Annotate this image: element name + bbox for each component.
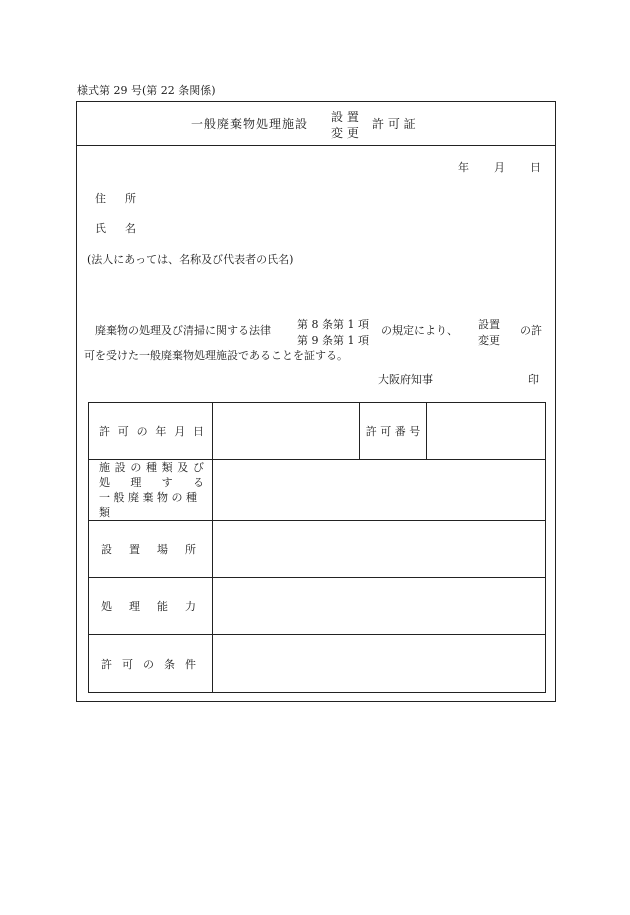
- location-value: [213, 521, 546, 578]
- table-row: [89, 578, 546, 635]
- date-year-label: 年: [458, 161, 469, 174]
- facility-type-label: 施 設 の 種 類 及 び 処 理 す る 一 般 廃 棄 物 の 種 類: [89, 460, 213, 521]
- title-suffix: 許 可 証: [372, 117, 416, 131]
- date-month-label: 月: [494, 161, 505, 174]
- permit-number-label: 許 可 番 号: [360, 403, 427, 460]
- permit-date-value: [213, 403, 360, 460]
- body-option-install: 設置: [478, 318, 500, 331]
- seal-mark: 印: [528, 373, 539, 386]
- body-option-change: 変更: [478, 334, 500, 347]
- permit-end: の許: [520, 324, 542, 337]
- address-label-2: 所: [125, 192, 136, 205]
- name-label-2: 名: [125, 222, 136, 235]
- permit-date-label: 許 可 の 年 月 日: [89, 403, 213, 460]
- table-row: [89, 460, 546, 521]
- permit-number-value: [427, 403, 546, 460]
- table-row: [89, 635, 546, 693]
- provision-text: の規定により、: [381, 324, 458, 337]
- capacity-value: [213, 578, 546, 635]
- table-row: [89, 403, 546, 460]
- article-8: 第 8 条第 1 項: [297, 318, 369, 331]
- issuer: 大阪府知事: [378, 373, 433, 386]
- location-label: 設 置 場 所: [89, 521, 213, 578]
- capacity-label: 処 理 能 力: [89, 578, 213, 635]
- form-number: 様式第 29 号(第 22 条関係): [77, 84, 216, 97]
- table-row: [89, 521, 546, 578]
- conditions-label: 許 可 の 条 件: [89, 635, 213, 693]
- law-text: 廃棄物の処理及び清掃に関する法律: [95, 324, 271, 337]
- body-line-2: 可を受けた一般廃棄物処理施設であることを証する。: [84, 349, 348, 362]
- corporate-note: (法人にあっては、名称及び代表者の氏名): [87, 253, 294, 266]
- address-label: 住: [95, 192, 106, 205]
- name-label: 氏: [95, 222, 106, 235]
- title-divider: [76, 145, 556, 146]
- title-option-change: 変 更: [331, 126, 359, 140]
- conditions-value: [213, 635, 546, 693]
- facility-type-value: [213, 460, 546, 521]
- title-main: 一般廃棄物処理施設: [191, 117, 309, 131]
- permit-details-table: [88, 402, 546, 693]
- date-day-label: 日: [530, 161, 541, 174]
- title-option-install: 設 置: [331, 110, 359, 124]
- article-9: 第 9 条第 1 項: [297, 334, 369, 347]
